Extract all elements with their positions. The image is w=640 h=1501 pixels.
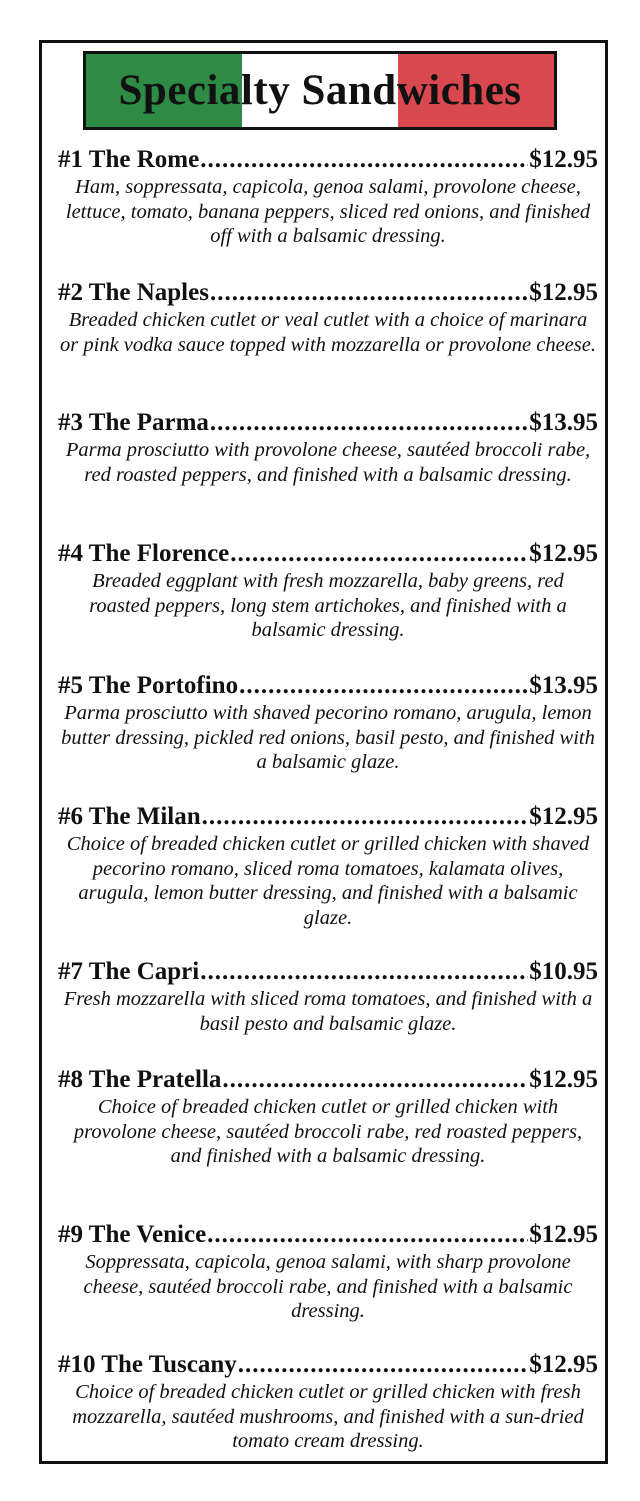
menu-item-name: #3 The Parma — [58, 409, 209, 436]
dot-leader — [239, 671, 528, 701]
menu-item — [58, 145, 598, 249]
menu-item-price: $13.95 — [529, 672, 598, 699]
menu-item — [58, 1065, 598, 1169]
menu-item-description: Breaded eggplant with fresh mozzarella, baby greens, red roasted peppers, long stem artichokes, and finished with a balsamic dressing. — [89, 570, 567, 641]
dot-leader — [200, 957, 528, 987]
menu-item-header — [58, 1350, 598, 1380]
dot-leader — [210, 278, 528, 308]
menu-item-price: $13.95 — [529, 409, 598, 436]
menu-item — [58, 408, 598, 487]
menu-item-name: #9 The Venice — [58, 1221, 207, 1248]
menu-item-header — [58, 1065, 598, 1095]
dot-leader — [202, 802, 529, 832]
menu-item — [58, 539, 598, 643]
menu-item-description: Parma prosciutto with shaved pecorino romano, arugula, lemon butter dressing, pickled red onions, basil pesto, and finished with a balsamic glaze. — [61, 702, 595, 773]
menu-item-price: $12.95 — [529, 803, 598, 830]
menu-item-price: $12.95 — [529, 1221, 598, 1248]
menu-item-header — [58, 145, 598, 175]
menu-title: Specialty Sandwiches — [118, 67, 522, 114]
dot-leader — [210, 408, 528, 438]
dot-leader — [238, 1350, 528, 1380]
menu-item — [58, 278, 598, 357]
menu-item-name: #4 The Florence — [58, 540, 230, 567]
menu-item-description: Parma prosciutto with provolone cheese, sautéed broccoli rabe, red roasted peppers, and finished with a balsamic dressing. — [65, 439, 591, 486]
menu-item-header — [58, 671, 598, 701]
menu-item-description: Soppressata, capicola, genoa salami, with sharp provolone cheese, sautéed broccoli rabe, and finished with a balsamic dressing. — [83, 1251, 573, 1322]
menu-item-description: Fresh mozzarella with sliced roma tomatoes, and finished with a basil pesto and balsamic glaze. — [63, 988, 593, 1035]
menu-item-price: $12.95 — [529, 279, 598, 306]
menu-item-description: Choice of breaded chicken cutlet or grilled chicken with shaved pecorino romano, sliced roma tomatoes, kalamata olives, arugula, lemon butter dressing, and finished with a balsamic glaze. — [66, 833, 590, 929]
menu-item-price: $12.95 — [529, 1066, 598, 1093]
menu-item-header — [58, 957, 598, 987]
dot-leader — [200, 145, 528, 175]
menu-item-price: $12.95 — [529, 146, 598, 173]
menu-item — [58, 1350, 598, 1454]
menu-item-price: $12.95 — [529, 1351, 598, 1378]
dot-leader — [207, 1220, 528, 1250]
menu-item-name: #5 The Portofino — [58, 672, 239, 699]
menu-item-name: #2 The Naples — [58, 279, 209, 306]
menu-item — [58, 671, 598, 775]
menu-item — [58, 957, 598, 1036]
menu-item-header — [58, 539, 598, 569]
menu-item-name: #10 The Tuscany — [58, 1351, 237, 1378]
dot-leader — [222, 1065, 528, 1095]
menu-item-description: Choice of breaded chicken cutlet or grilled chicken with fresh mozzarella, sautéed mushrooms, and finished with a sun-dried tomato cream dressing. — [72, 1381, 584, 1452]
menu-item-name: #1 The Rome — [58, 146, 200, 173]
menu-item-header — [58, 408, 598, 438]
menu-item — [58, 1220, 598, 1324]
menu-item-header — [58, 278, 598, 308]
menu-item-price: $10.95 — [529, 958, 598, 985]
menu-item-name: #8 The Pratella — [58, 1066, 222, 1093]
menu-item-price: $12.95 — [529, 540, 598, 567]
menu-item-name: #6 The Milan — [58, 803, 201, 830]
menu-item-header — [58, 802, 598, 832]
menu-item-description: Breaded chicken cutlet or veal cutlet with a choice of marinara or pink vodka sauce topped with mozzarella or provolone cheese. — [60, 309, 596, 356]
menu-item — [58, 802, 598, 930]
menu-item-description: Ham, soppressata, capicola, genoa salami, provolone cheese, lettuce, tomato, banana peppers, sliced red onions, and finished off with a balsamic dressing. — [65, 176, 591, 247]
title-banner — [83, 51, 557, 130]
menu-item-name: #7 The Capri — [58, 958, 200, 985]
menu-item-description: Choice of breaded chicken cutlet or grilled chicken with provolone cheese, sautéed broccoli rabe, red roasted peppers, and finished with a balsamic dressing. — [73, 1096, 583, 1167]
dot-leader — [230, 539, 528, 569]
menu-item-header — [58, 1220, 598, 1250]
